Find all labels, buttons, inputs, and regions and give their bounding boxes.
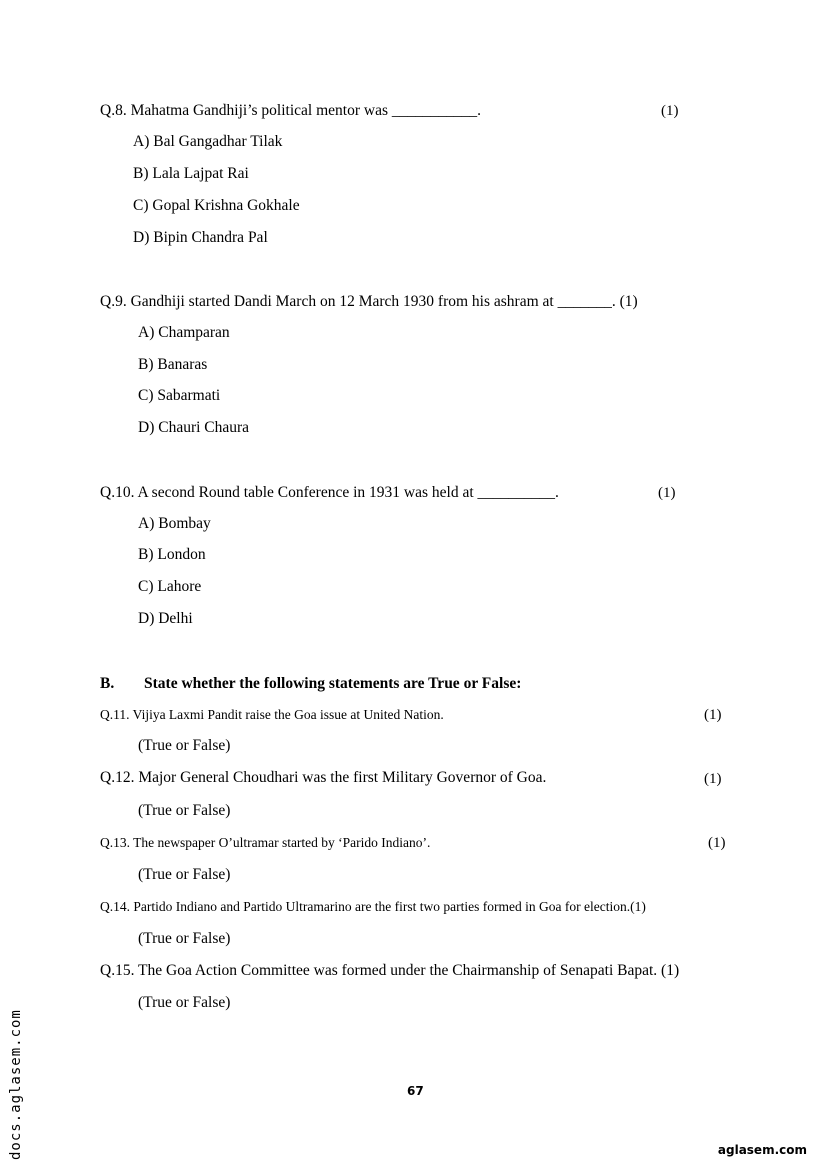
- section-b-heading: State whether the following statements are True or False:: [144, 675, 522, 692]
- question-12-marks: (1): [704, 771, 722, 787]
- question-14-text: Q.14. Partido Indiano and Partido Ultramarino are the first two parties formed in Goa for election.(1): [100, 899, 646, 914]
- question-13-marks: (1): [708, 835, 726, 851]
- question-10-stem: Q.10. A second Round table Conference in 1931 was held at __________.: [100, 484, 559, 501]
- question-8-option-a: A) Bal Gangadhar Tilak: [133, 133, 283, 150]
- side-watermark: docs.aglasem.com: [8, 1009, 24, 1160]
- question-10-marks: (1): [658, 485, 676, 501]
- question-9-option-b: B) Banaras: [138, 356, 208, 373]
- question-11-text: Q.11. Vijiya Laxmi Pandit raise the Goa issue at United Nation.: [100, 707, 444, 722]
- question-9-option-d: D) Chauri Chaura: [138, 419, 250, 436]
- question-11-marks: (1): [704, 707, 722, 723]
- question-8-marks: (1): [661, 103, 679, 119]
- question-8-stem: Q.8. Mahatma Gandhiji’s political mentor was ___________.: [100, 102, 481, 119]
- question-10-option-d: D) Delhi: [138, 610, 193, 627]
- page-number: 67: [407, 1084, 424, 1098]
- site-footer: aglasem.com: [717, 1143, 807, 1157]
- question-13-text: Q.13. The newspaper O’ultramar started by ‘Parido Indiano’.: [100, 835, 431, 850]
- section-b-letter: B.: [100, 675, 115, 692]
- question-14-answer: (True or False): [138, 930, 231, 947]
- question-15-text: Q.15. The Goa Action Committee was formed under the Chairmanship of Senapati Bapat. (1): [100, 962, 680, 979]
- question-12-text: Q.12. Major General Choudhari was the first Military Governor of Goa.: [100, 769, 547, 786]
- question-15-answer: (True or False): [138, 994, 231, 1011]
- question-8-option-c: C) Gopal Krishna Gokhale: [133, 197, 300, 214]
- question-9-option-a: A) Champaran: [138, 324, 230, 341]
- question-8-option-d: D) Bipin Chandra Pal: [133, 229, 268, 246]
- question-9-stem: Q.9. Gandhiji started Dandi March on 12 March 1930 from his ashram at _______. (1): [100, 293, 638, 310]
- question-10-option-c: C) Lahore: [138, 578, 202, 595]
- question-12-answer: (True or False): [138, 802, 231, 819]
- question-9-option-c: C) Sabarmati: [138, 387, 221, 404]
- question-10-option-b: B) London: [138, 546, 206, 563]
- question-8-option-b: B) Lala Lajpat Rai: [133, 165, 249, 182]
- question-10-option-a: A) Bombay: [138, 515, 211, 532]
- question-11-answer: (True or False): [138, 737, 231, 754]
- question-13-answer: (True or False): [138, 866, 231, 883]
